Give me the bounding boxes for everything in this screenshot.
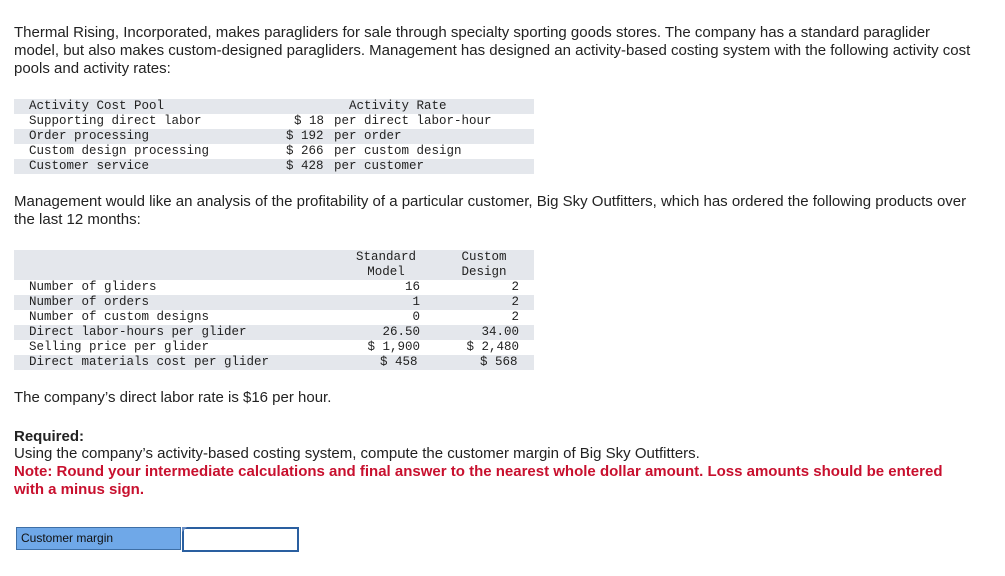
standard-value: 26.50	[382, 325, 420, 339]
custom-value: 2	[511, 295, 519, 309]
rate-unit: per custom design	[334, 144, 462, 158]
row-label: Number of orders	[29, 295, 150, 309]
custom-value: $ 2,480	[466, 340, 519, 354]
standard-value: 1	[412, 295, 420, 309]
custom-value: 2	[511, 280, 519, 294]
row-label: Number of custom designs	[29, 310, 210, 324]
rate-amount: $ 18	[293, 114, 324, 128]
pool-name: Customer service	[29, 159, 150, 173]
table-row	[14, 340, 534, 355]
customer-margin-label: Customer margin	[16, 527, 181, 550]
standard-header-line1: Standard	[355, 250, 416, 264]
analysis-paragraph: Management would like an analysis of the profitability of a particular customer, Big Sky Outfitters, which has ordered the following products over the last 12 months:	[14, 193, 967, 228]
labor-rate-text: The company’s direct labor rate is $16 per hour.	[14, 389, 332, 406]
activity-rate-header: Activity Rate	[349, 99, 447, 113]
activity-table-header	[14, 99, 534, 114]
required-heading: Required:	[14, 428, 85, 445]
table-row	[14, 144, 534, 159]
table-row	[14, 159, 534, 174]
rate-amount: $ 266	[286, 144, 324, 158]
pool-name: Supporting direct labor	[29, 114, 202, 128]
rate-unit: per direct labor-hour	[334, 114, 492, 128]
table-row	[14, 325, 534, 340]
custom-value: 34.00	[481, 325, 519, 339]
required-text: Using the company’s activity-based costing system, compute the customer margin of Big Sky Outfitters.	[14, 445, 700, 462]
pool-name: Custom design processing	[29, 144, 210, 158]
product-table-header	[14, 250, 534, 280]
rounding-note: Note: Round your intermediate calculations and final answer to the nearest whole dollar amount. Loss amounts should be entered with a minus sign.	[14, 463, 943, 498]
table-row	[14, 280, 534, 295]
custom-value: $ 568	[480, 355, 518, 369]
customer-margin-input[interactable]	[182, 527, 299, 552]
rate-unit: per order	[334, 129, 402, 143]
custom-value: 2	[511, 310, 519, 324]
row-label: Selling price per glider	[29, 340, 210, 354]
activity-pool-header: Activity Cost Pool	[29, 99, 165, 113]
rate-amount: $ 428	[286, 159, 324, 173]
table-row	[14, 295, 534, 310]
standard-value: $ 1,900	[367, 340, 420, 354]
input-corner-marker	[182, 527, 187, 532]
row-label: Direct materials cost per glider	[29, 355, 270, 369]
table-row	[14, 114, 534, 129]
standard-value: 0	[412, 310, 420, 324]
intro-paragraph: Thermal Rising, Incorporated, makes paragliders for sale through specialty sporting goods stores. The company has a standard paraglider model, but also makes custom-designed paragliders. Management has designed an activity-based costing system with the following activity cost pools and activity rates:	[14, 24, 971, 77]
row-label: Direct labor-hours per glider	[29, 325, 247, 339]
custom-header-line1: Custom	[461, 250, 507, 264]
pool-name: Order processing	[29, 129, 150, 143]
standard-value: $ 458	[380, 355, 418, 369]
rate-amount: $ 192	[286, 129, 324, 143]
standard-header-line2: Model	[367, 265, 405, 279]
table-row	[14, 355, 534, 370]
standard-value: 16	[404, 280, 420, 294]
table-row	[14, 129, 534, 144]
table-row	[14, 310, 534, 325]
row-label: Number of gliders	[29, 280, 157, 294]
rate-unit: per customer	[334, 159, 425, 173]
custom-header-line2: Design	[461, 265, 507, 279]
